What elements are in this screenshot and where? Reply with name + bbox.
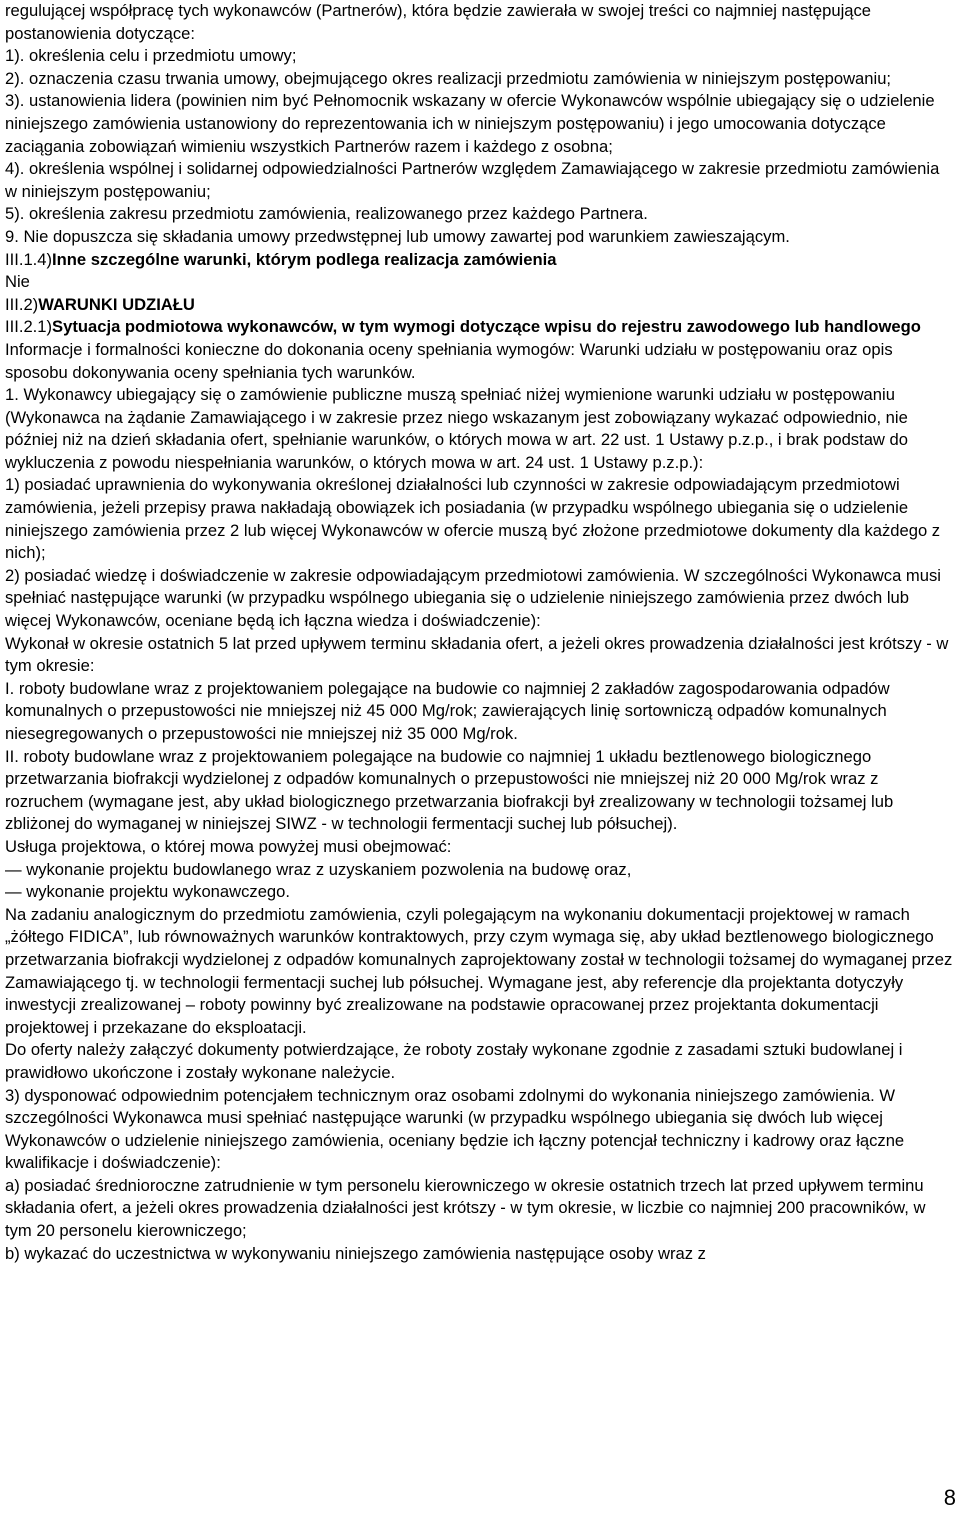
paragraph-works-ii: II. roboty budowlane wraz z projektowaniem polegające na budowie co najmniej 1 układu beztlenowego biologicznego przetwarzania biofrakcji wydzielonej z odpadów komunalnych o przepustowości nie mniejszej niż 20 000 Mg/rok wraz z rozruchem (wymagane jest, aby układ biologicznego przetwarzania biofrakcji był zrealizowany w technologii tożsamej lub zbliżonej do wymaganej w niniejszej SIWZ - w technologii fermentacji suchej lub półsuchej). [5, 746, 894, 834]
page-number: 8 [943, 1485, 956, 1510]
list-item-5: 5). określenia zakresu przedmiotu zamówienia, realizowanego przez każdego Partnera. [5, 204, 648, 224]
paragraph-condition-b: b) wykazać do uczestnictwa w wykonywaniu niniejszego zamówienia następujące osoby wraz z [5, 1243, 706, 1263]
section-heading-iii-2 [5, 294, 955, 317]
section-number: III.1.4) [5, 249, 53, 269]
paragraph-condition-2: 2) posiadać wiedzę i doświadczenie w zakresie odpowiadającym przedmiotowi zamówienia. W szczególności Wykonawca musi spełniać następujące warunki (w przypadku wspólnego ubiegania się o udzielenie niniejszego zamówienia przez dwóch lub więcej Wykonawców, oceniane będą ich łączna wiedza i doświadczenie): [5, 565, 941, 631]
point-9: 9. Nie dopuszcza się składania umowy przedwstępnej lub umowy zawartej pod warunkiem zawieszającym. [5, 226, 790, 246]
section-title: Sytuacja podmiotowa wykonawców, w tym wymogi dotyczące wpisu do rejestru zawodowego lub handlowego [52, 317, 921, 337]
list-item-3: 3). ustanowienia lidera (powinien nim być Pełnomocnik wskazany w ofercie Wykonawców wspólnie ubiegający się o udzielenie niniejszego zamówienia ustanowiony do reprezentowania ich w niniejszym postępowaniu) i jego umocowania dotyczące zaciągania zobowiązań wimieniu wszystkich Partnerów razem i każdego z osobna; [5, 91, 935, 156]
list-item-2: 2). oznaczenia czasu trwania umowy, obejmującego okres realizacji przedmiotu zamówienia w niniejszym postępowaniu; [5, 68, 892, 88]
section-heading-iii-1-4 [5, 249, 955, 272]
paragraph-intro: regulującej współpracę tych wykonawców (Partnerów), która będzie zawierała w swojej treści co najmniej następujące postanowienia dotyczące: [5, 1, 872, 43]
paragraph-condition-1: 1) posiadać uprawnienia do wykonywania określonej działalności lub czynności w zakresie odpowiadającym przedmiotowi zamówienia, jeżeli przepisy prawa nakładają obowiązek ich posiadania (w przypadku wspólnego ubiegania się o udzielenie niniejszego zamówienia przez 2 lub więcej Wykonawców w ofercie muszą być złożone przedmiotowe dokumenty dla każdego z nich); [5, 475, 941, 563]
document-body [5, 0, 955, 1265]
paragraph-condition-3: 3) dysponować odpowiednim potencjałem technicznym oraz osobami zdolnymi do wykonania niniejszego zamówienia. W szczególności Wykonawca musi spełniać następujące warunki (w przypadku wspólnego ubiegania się dwóch lub więcej Wykonawców o udzielenie niniejszego zamówienia, oceniany będzie ich łączny potencjał techniczny i kadrowy oraz łączne kwalifikacje i doświadczenie): [5, 1085, 905, 1173]
paragraph-works-i: I. roboty budowlane wraz z projektowaniem polegające na budowie co najmniej 2 zakładów zagospodarowania odpadów komunalnych o przepustowości nie mniejszej niż 45 000 Mg/rok; zawierających linię sortowniczą odpadów komunalnych niesegregowanych o przepustowości nie mniejszej niż 35 000 Mg/rok. [5, 678, 890, 743]
section-heading-iii-2-1 [5, 316, 955, 339]
paragraph-experience: Wykonał w okresie ostatnich 5 lat przed upływem terminu składania ofert, a jeżeli okres prowadzenia działalności jest krótszy - w tym okresie: [5, 633, 949, 676]
dash-item-2: — wykonanie projektu wykonawczego. [5, 882, 291, 902]
section-number: III.2) [5, 294, 39, 314]
list-item-1: 1). określenia celu i przedmiotu umowy; [5, 46, 297, 66]
paragraph-point-1: 1. Wykonawcy ubiegający się o zamówienie publiczne muszą spełniać niżej wymienione warunki udziału w postępowaniu (Wykonawca na żądanie Zamawiającego i w zakresie przez niego wskazanym jest zobowiązany wykazać odpowiednio, nie później niż na dzień składania ofert, spełnianie warunków, o których mowa w art. 22 ust. 1 Ustawy p.z.p., i brak podstaw do wykluczenia z powodu niespełniania warunków, o których mowa w art. 24 ust. 1 Ustawy p.z.p.): [5, 385, 908, 472]
answer-text: Nie [5, 272, 30, 292]
paragraph-analogous-task: Na zadaniu analogicznym do przedmiotu zamówienia, czyli polegającym na wykonaniu dokumentacji projektowej w ramach „żółtego FIDICA”, lub równoważnych warunków kontraktowych, przy czym wymaga się, aby układ beztlenowego biologicznego przetwarzania biofrakcji wydzielonej z odpadów komunalnych zaprojektowany został w technologii tożsamej do wymaganej przez Zamawiającego tj. w technologii fermentacji suchej lub półsuchej. Wymagane jest, aby referencje dla projektanta dotyczyły inwestycji zrealizowanej – roboty powinny być zrealizowane na podstawie opracowanej przez projektanta dokumentacji projektowej i przekazane do eksploatacji. [5, 904, 953, 1037]
paragraph-condition-a: a) posiadać średnioroczne zatrudnienie w tym personelu kierowniczego w okresie ostatnich trzech lat przed upływem terminu składania ofert, a jeżeli okres prowadzenia działalności jest krótszy - w tym okresie, w liczbie co najmniej 200 pracowników, w tym 20 personelu kierowniczego; [5, 1175, 926, 1241]
section-title: WARUNKI UDZIAŁU [38, 294, 195, 314]
paragraph-documents: Do oferty należy załączyć dokumenty potwierdzające, że roboty zostały wykonane zgodnie z zasadami sztuki budowlanej i prawidłowo ukończone i zostały wykonane należycie. [5, 1040, 903, 1082]
section-number: III.2.1) [5, 317, 53, 337]
paragraph-design-service: Usługa projektowa, o której mowa powyżej musi obejmować: [5, 836, 452, 856]
list-item-4: 4). określenia wspólnej i solidarnej odpowiedzialności Partnerów względem Zamawiającego w zakresie przedmiotu zamówienia w niniejszym postępowaniu; [5, 159, 940, 201]
section-title: Inne szczególne warunki, którym podlega realizacja zamówienia [52, 249, 557, 269]
dash-item-1: — wykonanie projektu budowlanego wraz z uzyskaniem pozwolenia na budowę oraz, [5, 859, 632, 879]
paragraph-info: Informacje i formalności konieczne do dokonania oceny spełniania wymogów: Warunki udziału w postępowaniu oraz opis sposobu dokonywania oceny spełniania tych warunków. [5, 339, 893, 382]
